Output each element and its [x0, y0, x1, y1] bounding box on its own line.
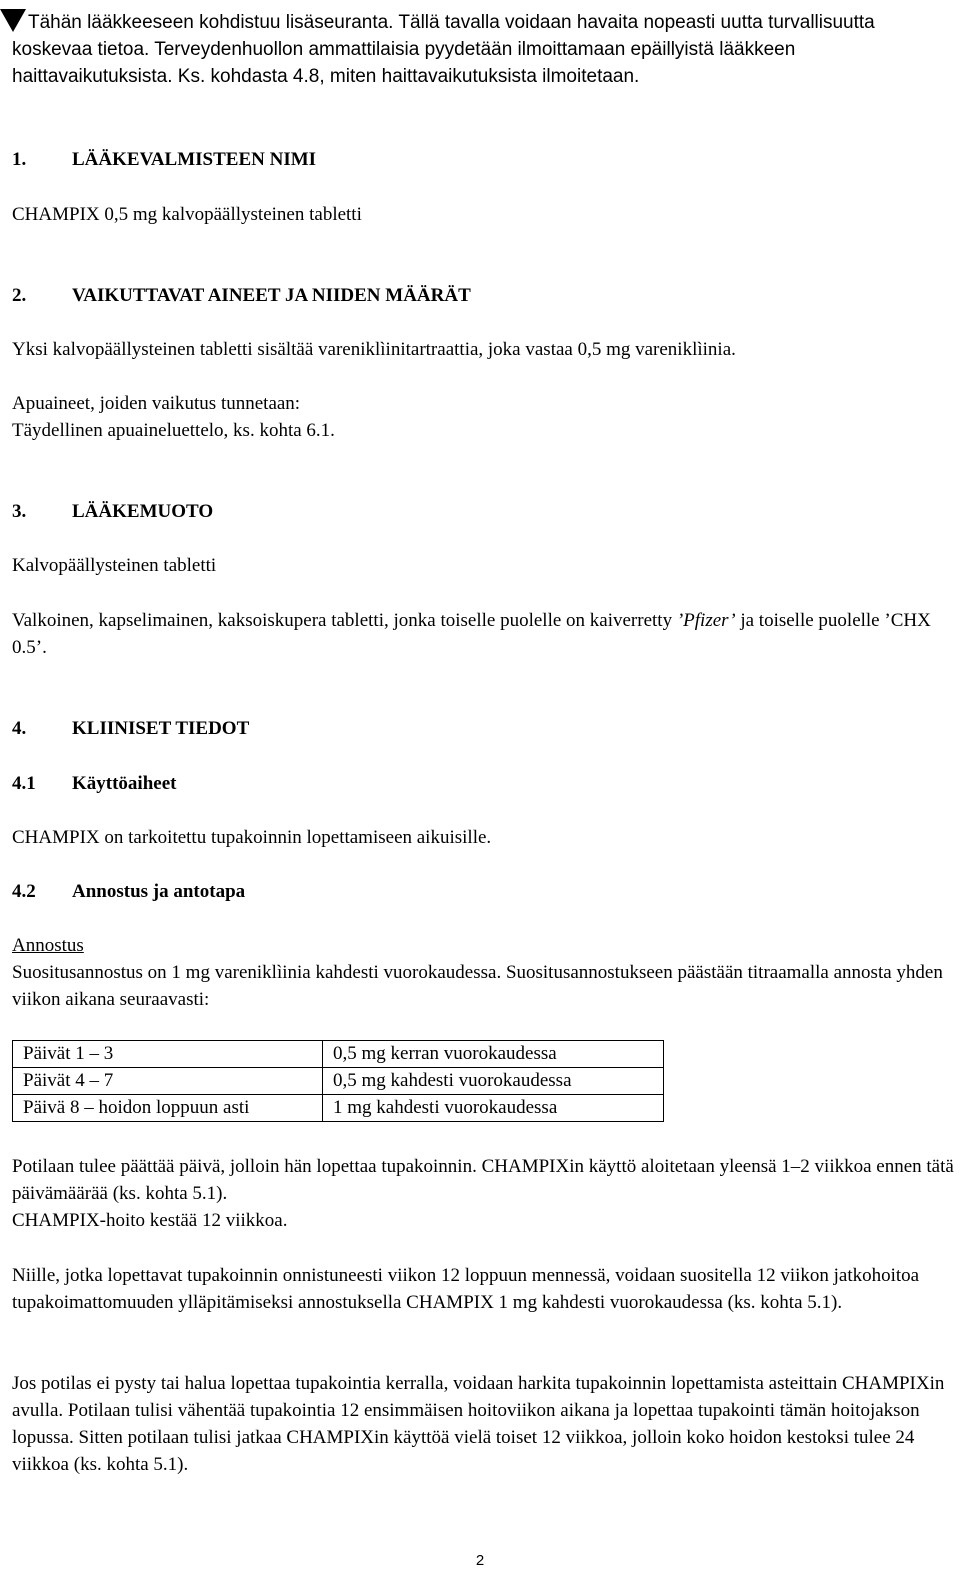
section-1-heading: 1. LÄÄKEVALMISTEEN NIMI: [12, 149, 317, 170]
quit-date-text: Potilaan tulee päättää päivä, jolloin hän lopettaa tupakoinnin. CHAMPIXin käyttö aloitetaan yleensä 1–2 viikkoa ennen tätä päivämäärää (ks. kohta 5.1).: [12, 1156, 954, 1204]
section-3-heading: 3. LÄÄKEMUOTO: [12, 501, 214, 522]
treatment-duration: CHAMPIX-hoito kestää 12 viikkoa.: [12, 1210, 288, 1231]
table-row: Päivät 1 – 3 0,5 mg kerran vuorokaudessa: [13, 1041, 664, 1068]
dose-titration-table: [12, 1040, 664, 1122]
tablet-description: Valkoinen, kapselimainen, kaksoiskupera tabletti, jonka toiselle puolelle on kaiverretty ’Pfizer’ ja toiselle puolelle ’CHX 0.5’.: [12, 610, 931, 658]
composition-text: Yksi kalvopäällysteinen tabletti sisältää vareniklìinitartraattia, joka vastaa 0,5 mg vareniklìinia.: [12, 339, 736, 360]
section-2-heading: 2. VAIKUTTAVAT AINEET JA NIIDEN MÄÄRÄT: [12, 285, 471, 306]
indication-text: CHAMPIX on tarkoitettu tupakoinnin lopettamiseen aikuisille.: [12, 827, 492, 848]
section-4-2-heading: 4.2 Annostus ja antotapa: [12, 881, 246, 902]
table-row: Päivä 8 – hoidon loppuun asti 1 mg kahdesti vuorokaudessa: [13, 1095, 664, 1122]
excipients-reference: Täydellinen apuaineluettelo, ks. kohta 6.1.: [12, 420, 335, 441]
section-4-heading: 4. KLIINISET TIEDOT: [12, 718, 250, 739]
posology-subheading: Annostus: [12, 935, 84, 956]
product-name: CHAMPIX 0,5 mg kalvopäällysteinen tabletti: [12, 204, 362, 225]
additional-monitoring-notice: [12, 9, 956, 90]
notice-text: Tähän lääkkeeseen kohdistuu lisäseuranta. Tällä tavalla voidaan havaita nopeasti uutta turvallisuutta koskevaa tietoa. Terveydenhuollon ammattilaisia pyydetään ilmoittamaan epäillyistä lääkkeen haittavaikutuksista. Ks. kohdasta 4.8, miten haittavaikutuksista ilmoitetaan.: [12, 12, 875, 87]
pharmaceutical-form: Kalvopäällysteinen tabletti: [12, 555, 217, 576]
page-number: 2: [475, 1552, 485, 1569]
continuation-text: Niille, jotka lopettavat tupakoinnin onnistuneesti viikon 12 loppuun mennessä, voidaan suositella 12 viikon jatkohoitoa tupakoimattomuuden ylläpitämiseksi annostuksella CHAMPIX 1 mg kahdesti vuorokaudessa (ks. kohta 5.1).: [12, 1265, 920, 1313]
section-4-1-heading: 4.1 Käyttöaiheet: [12, 773, 177, 794]
posology-text: Suositusannostus on 1 mg vareniklìinia kahdesti vuorokaudessa. Suositusannostukseen päästään titraamalla annosta yhden viikon aikana seuraavasti:: [12, 962, 943, 1010]
black-triangle-icon: [0, 9, 26, 32]
gradual-quit-text: Jos potilas ei pysty tai halua lopettaa tupakointia kerralla, voidaan harkita tupakoinnin lopettamista asteittain CHAMPIXin avulla. Potilaan tulisi vähentää tupakointia 12 ensimmäisen hoitoviikon aikana ja lopettaa tupakointi tämän hoitojakson lopussa. Sitten potilaan tulisi jatkaa CHAMPIXin käyttöä vielä toiset 12 viikkoa, jolloin koko hoidon kestoksi tulee 24 viikkoa (ks. kohta 5.1).: [12, 1373, 945, 1475]
excipients-label: Apuaineet, joiden vaikutus tunnetaan:: [12, 393, 301, 414]
table-row: Päivät 4 – 7 0,5 mg kahdesti vuorokaudessa: [13, 1068, 664, 1095]
